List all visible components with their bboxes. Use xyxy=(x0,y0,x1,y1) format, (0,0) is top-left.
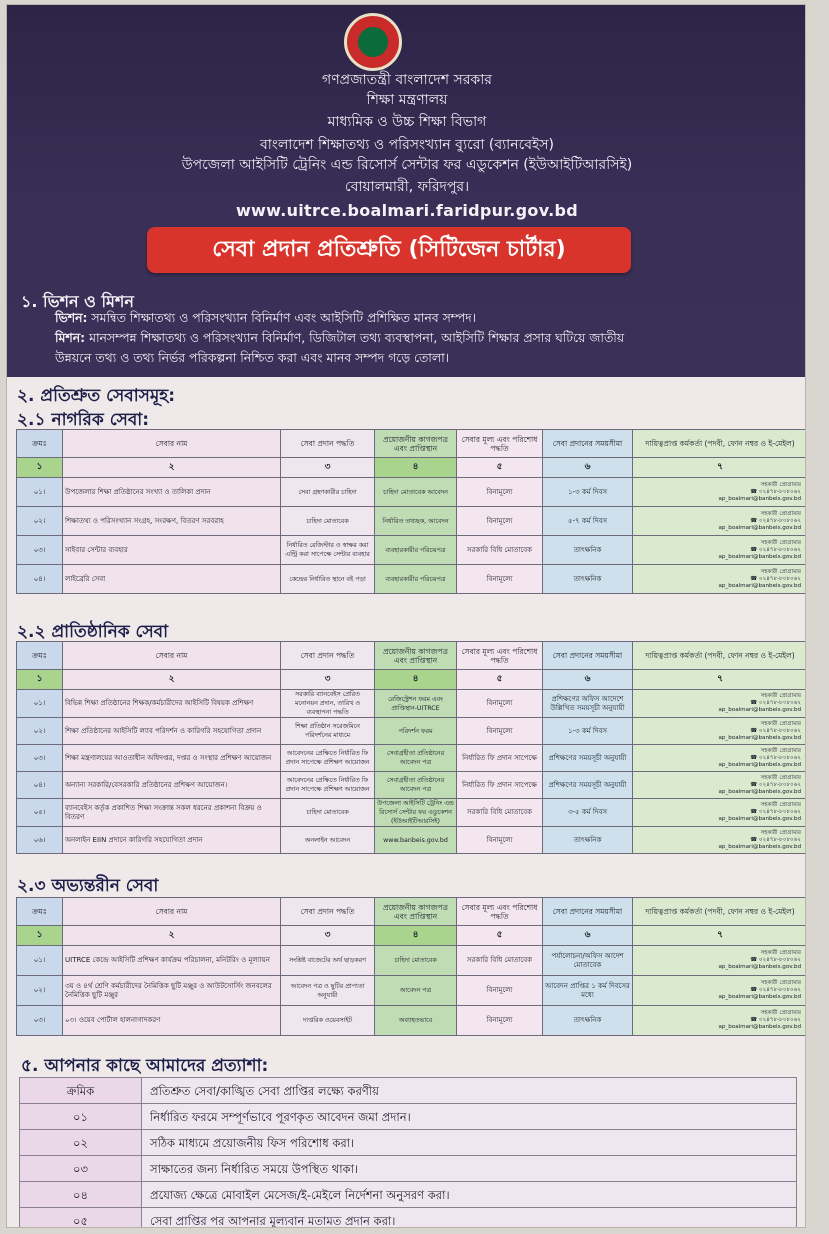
table-header xyxy=(17,898,807,926)
table-row xyxy=(17,536,807,565)
cell-time: প্রশিক্ষণের অফিস আদেশে উল্লিখিত সময়সূচী অনুযায়ী xyxy=(543,690,633,718)
cell-method: সরকারি ব্যানবেইস প্রেরিত মনোনয়ন প্রদান, তারিখ ও ব্যবস্থাপনা পদ্ধতি xyxy=(281,690,375,718)
cell-time: পর্যালোচনা/অফিস আদেশ মোতাবেক xyxy=(543,946,633,976)
index-cell: ১ xyxy=(17,926,63,946)
index-cell: ৭ xyxy=(633,458,807,478)
cell-method: সেবা গ্রহণকারীর চাহিদা xyxy=(281,478,375,507)
cell-fee: নির্ধারিত ফি প্রদান সাপেক্ষে xyxy=(457,745,543,772)
expectation-num: ০২ xyxy=(20,1130,142,1156)
cell-fee: বিনামূল্যে xyxy=(457,565,543,594)
column-header-name: সেবার নাম xyxy=(63,642,281,670)
table-row xyxy=(17,718,807,745)
index-cell: ৩ xyxy=(281,670,375,690)
index-cell: ৬ xyxy=(543,926,633,946)
officer-email[interactable]: ap_boalmari@banbeis.gov.bd xyxy=(718,734,801,741)
expectation-row xyxy=(20,1182,797,1208)
cell-num: ০৩। xyxy=(17,536,63,565)
header-row xyxy=(17,642,807,670)
services-title: ২. প্রতিশ্রুত সেবাসমূহ: xyxy=(17,386,176,406)
expectation-num: ০১ xyxy=(20,1104,142,1130)
header-row xyxy=(17,430,807,458)
officer-phone: ☎ ০২৪৭৮-৮০৮০৬২ xyxy=(750,488,801,495)
column-header-fee: সেবার মূল্য এবং পরিশোধ পদ্ধতি xyxy=(457,642,543,670)
cell-fee: বিনামূল্যে xyxy=(457,718,543,745)
cell-fee: সরকারি বিধি মোতাবেক xyxy=(457,946,543,976)
officer-title: সহকারী প্রোগ্রামার xyxy=(760,510,801,517)
index-cell: ২ xyxy=(63,926,281,946)
cell-name: ৩য় ও ৪র্থ শ্রেণি কর্মচারীদের নৈমিত্তিক ছুটি মঞ্জুর ও আউটসোর্সিং জনবলের নৈমিত্তিক ছুটি মঞ্জুর xyxy=(63,976,281,1006)
cell-name: সাইবার সেন্টার ব্যবহার xyxy=(63,536,281,565)
column-header-name: সেবার নাম xyxy=(63,898,281,926)
index-cell: ৪ xyxy=(375,458,457,478)
cell-num: ০৩। xyxy=(17,745,63,772)
column-header-resp: দায়িত্বপ্রাপ্ত কর্মকর্তা (পদবী, ফোন নম্বর ও ই-মেইল) xyxy=(633,642,807,670)
vision-text: সমন্বিত শিক্ষাতথ্য ও পরিসংখ্যান বিনির্মাণ এবং আইসিটি প্রশিক্ষিত মানব সম্পদ। xyxy=(91,310,477,325)
cell-docs: রেজিস্ট্রেশন ফরম এবং প্রাপ্তিস্থান-UITRCE xyxy=(375,690,457,718)
column-header-fee: সেবার মূল্য এবং পরিশোধ পদ্ধতি xyxy=(457,430,543,458)
index-cell: ৭ xyxy=(633,670,807,690)
officer-title: সহকারী প্রোগ্রামার xyxy=(760,747,801,754)
cell-method: শিক্ষা প্রতিষ্ঠান সরেজমিনে পরিদর্শনের মাধ্যমে xyxy=(281,718,375,745)
cell-docs: অব্যাহতভাবে xyxy=(375,1006,457,1036)
cell-fee: সরকারি বিধি মোতাবেক xyxy=(457,536,543,565)
citizen-charter-banner: সেবা প্রদান প্রতিশ্রুতি (সিটিজেন চার্টার) xyxy=(147,227,631,273)
cell-name: অন্যান্য সরকারি/বেসরকারি প্রতিষ্ঠানের প্রশিক্ষণ আয়োজন। xyxy=(63,772,281,799)
cell-name: শিক্ষা প্রতিষ্ঠানের আইসিটি ল্যাব পরিদর্শন ও কারিগরি সহযোগিতা প্রদান xyxy=(63,718,281,745)
cell-method: আবেদন পত্র ও ছুটির প্রাপ্যতা অনুযায়ী xyxy=(281,976,375,1006)
cell-time: তাৎক্ষনিক xyxy=(543,565,633,594)
vision-line xyxy=(55,309,795,326)
cell-method: চাহিদা মোতাবেক xyxy=(281,799,375,827)
cell-time: ১-৩ কর্ম দিবস xyxy=(543,718,633,745)
officer-email[interactable]: ap_boalmari@banbeis.gov.bd xyxy=(718,553,801,560)
institutional-services-table xyxy=(16,641,806,854)
vision-label: ভিশন: xyxy=(55,310,88,325)
mission-label: মিশন: xyxy=(55,330,86,345)
cell-docs: চাহিদা মোতাবেক আবেদন xyxy=(375,478,457,507)
column-header-docs: প্রয়োজনীয় কাগজপত্র এবং প্রাপ্তিস্থান xyxy=(375,642,457,670)
officer-phone: ☎ ০২৪৭৮-৮০৮০৬২ xyxy=(750,754,801,761)
institutional-services-title: ২.২ প্রাতিষ্ঠানিক সেবা xyxy=(17,622,169,642)
index-cell: ৪ xyxy=(375,670,457,690)
header-line-bureau: বাংলাদেশ শিক্ষাতথ্য ও পরিসংখ্যান ব্যুরো (ব্যানবেইস) xyxy=(259,137,555,153)
expectation-text: নির্ধারিত ফরমে সম্পূর্ণভাবে পূরণকৃত আবেদন জমা প্রদান। xyxy=(142,1104,797,1130)
expectation-text: প্রযোজ্য ক্ষেত্রে মোবাইল মেসেজ/ই-মেইলে নির্দেশনা অনুসরণ করা। xyxy=(142,1182,797,1208)
column-header-time: সেবা প্রদানের সময়সীমা xyxy=(543,430,633,458)
column-header-method: সেবা প্রদান পদ্ধতি xyxy=(281,430,375,458)
officer-phone: ☎ ০২৪৭৮-৮০৮০৬২ xyxy=(750,700,801,706)
responsible-officer-cell xyxy=(633,946,807,976)
officer-phone: ☎ ০২৪৭৮-৮০৮০৬২ xyxy=(750,957,801,963)
expectations-header-row xyxy=(20,1078,797,1104)
cell-time: তাৎক্ষনিক xyxy=(543,1006,633,1036)
header-line-ministry: শিক্ষা মন্ত্রণালয় xyxy=(366,92,448,108)
officer-email[interactable]: ap_boalmari@banbeis.gov.bd xyxy=(718,1024,801,1030)
expectation-text: সাক্ষাতের জন্য নির্ধারিত সময়ে উপস্থিত থাকা। xyxy=(142,1156,797,1182)
table-row xyxy=(17,827,807,854)
header-line-location: বোয়ালমারী, ফরিদপুর। xyxy=(344,179,470,195)
column-header-name: সেবার নাম xyxy=(63,430,281,458)
expectation-row xyxy=(20,1208,797,1229)
officer-email[interactable]: ap_boalmari@banbeis.gov.bd xyxy=(718,788,801,795)
cell-fee: বিনামূল্যে xyxy=(457,478,543,507)
column-header-time: সেবা প্রদানের সময়সীমা xyxy=(543,642,633,670)
index-cell: ৭ xyxy=(633,926,807,946)
cell-name: অনলাইন EIIN প্রদানে কারিগরি সহযোগিতা প্রদান xyxy=(63,827,281,854)
cell-method: আবেদনের প্রেক্ষিতে নির্ধারিত ফি প্রদান সাপেক্ষে প্রশিক্ষণ আয়োজন xyxy=(281,772,375,799)
cell-time: তাৎক্ষনিক xyxy=(543,827,633,854)
cell-docs: নির্ধারিত তথ্যছক, আবেদন xyxy=(375,507,457,536)
responsible-officer-cell xyxy=(633,718,807,745)
cell-time: প্রশিক্ষণের সময়সূচী অনুযায়ী xyxy=(543,772,633,799)
officer-phone: ☎ ০২৪৭৮-৮০৮০৬২ xyxy=(750,836,801,843)
index-cell: ৬ xyxy=(543,670,633,690)
responsible-officer-cell xyxy=(633,536,807,565)
expectations-title: ৫. আপনার কাছে আমাদের প্রত্যাশা: xyxy=(21,1056,269,1076)
officer-phone: ☎ ০২৪৭৮-৮০৮০৬২ xyxy=(750,809,801,815)
expectation-row xyxy=(20,1156,797,1182)
officer-title: সহকারী প্রোগ্রামার xyxy=(760,802,801,808)
cell-num: ০৪। xyxy=(17,772,63,799)
officer-phone: ☎ ০২৪৭৮-৮০৮০৬২ xyxy=(750,1017,801,1023)
vision-mission-title: ১. ভিশন ও মিশন xyxy=(21,292,134,311)
cell-docs: সেবাগ্রহীতা প্রতিষ্ঠানের আবেদন পত্র xyxy=(375,745,457,772)
index-cell: ৫ xyxy=(457,458,543,478)
table-row xyxy=(17,799,807,827)
cell-docs: ব্যবহারকারীর পরিচয়পত্র xyxy=(375,565,457,594)
table-row xyxy=(17,976,807,1006)
officer-title: সহকারী প্রোগ্রামার xyxy=(760,774,801,781)
header-row xyxy=(17,898,807,926)
column-header-method: সেবা প্রদান পদ্ধতি xyxy=(281,898,375,926)
index-cell: ৫ xyxy=(457,926,543,946)
cell-num: ০২। xyxy=(17,718,63,745)
index-cell: ৫ xyxy=(457,670,543,690)
cell-num: ০৩। xyxy=(17,1006,63,1036)
officer-phone: ☎ ০২৪৭৮-৮০৮০৬২ xyxy=(750,987,801,993)
responsible-officer-cell xyxy=(633,690,807,718)
column-header-resp: দায়িত্বপ্রাপ্ত কর্মকর্তা (পদবী, ফোন নম্বর ও ই-মেইল) xyxy=(633,430,807,458)
cell-method: দাপ্তরিক ওয়েবসাইট xyxy=(281,1006,375,1036)
government-seal-icon xyxy=(344,13,402,71)
table-row xyxy=(17,745,807,772)
column-header-method: সেবা প্রদান পদ্ধতি xyxy=(281,642,375,670)
cell-docs: পরিদর্শন ফরম xyxy=(375,718,457,745)
cell-fee: বিনামূল্যে xyxy=(457,690,543,718)
officer-phone: ☎ ০২৪৭৮-৮০৮০৬২ xyxy=(750,575,801,582)
expectation-num: ০৪ xyxy=(20,1182,142,1208)
officer-phone: ☎ ০২৪৭৮-৮০৮০৬২ xyxy=(750,781,801,788)
expectation-row xyxy=(20,1130,797,1156)
cell-method: সংশ্লিষ্ট বাজেটের অর্থ ছাড়করণ xyxy=(281,946,375,976)
cell-name: বিভিন্ন শিক্ষা প্রতিষ্ঠানের শিক্ষক/কর্মচারীদের আইসিটি বিষয়ক প্রশিক্ষণ xyxy=(63,690,281,718)
officer-title: সহকারী প্রোগ্রামার xyxy=(760,829,801,836)
index-cell: ৬ xyxy=(543,458,633,478)
responsible-officer-cell xyxy=(633,1006,807,1036)
cell-num: ০১। xyxy=(17,946,63,976)
cell-fee: বিনামূল্যে xyxy=(457,976,543,1006)
responsible-officer-cell xyxy=(633,478,807,507)
mission-text-2: উন্নয়নে তথ্য ও তথ্য নির্ভর পরিকল্পনা নিশ্চিত করা এবং মানব সম্পদ গড়ে তোলা। xyxy=(55,350,450,365)
table-row xyxy=(17,772,807,799)
column-header-num: ক্রমঃ xyxy=(17,898,63,926)
cell-method: চাহিদা মোতাবেক xyxy=(281,507,375,536)
cell-docs: ব্যবহারকারীর পরিচয়পত্র xyxy=(375,536,457,565)
internal-services-title: ২.৩ অভ্যন্তরীন সেবা xyxy=(17,876,159,896)
cell-num: ০২। xyxy=(17,976,63,1006)
mission-text-1: মানসম্পন্ন শিক্ষাতথ্য ও পরিসংখ্যান বিনির্মাণ, ডিজিটাল তথ্য ব্যবস্থাপনা, আইসিটি শিক্ষার প্রসার ঘটিয়ে জাতীয় xyxy=(89,330,625,345)
cell-method: কেন্দ্রের নির্ধারিত স্থানে বই পড়া xyxy=(281,565,375,594)
header-line-division: মাধ্যমিক ও উচ্চ শিক্ষা বিভাগ xyxy=(327,114,487,130)
cell-time: ৩-৫ কর্ম দিবস xyxy=(543,799,633,827)
cell-num: ০৬। xyxy=(17,827,63,854)
cell-fee: নির্ধারিত ফি প্রদান সাপেক্ষে xyxy=(457,772,543,799)
table-body xyxy=(17,926,807,1036)
index-cell: ৩ xyxy=(281,458,375,478)
cell-time: ৫-৭ কর্ম দিবস xyxy=(543,507,633,536)
index-cell: ১ xyxy=(17,458,63,478)
cell-time: আবেদন প্রাপ্তির ১ কর্ম দিবসের মধ্যে xyxy=(543,976,633,1006)
responsible-officer-cell xyxy=(633,507,807,536)
responsible-officer-cell xyxy=(633,976,807,1006)
cell-fee: বিনামূল্যে xyxy=(457,507,543,536)
cell-method: নির্ধারিত রেজিস্টার ও স্বাক্ষর করা এন্ট্রি করা সাপেক্ষে সেন্টার ব্যবহার xyxy=(281,536,375,565)
cell-method: অনলাইন আবেদন xyxy=(281,827,375,854)
column-header-fee: সেবার মূল্য এবং পরিশোধ পদ্ধতি xyxy=(457,898,543,926)
cell-name: ০৩। ওয়েব পোর্টাল হালনাগাদকরণ xyxy=(63,1006,281,1036)
internal-services-table xyxy=(16,897,806,1036)
cell-time: ১-৩ কর্ম দিবস xyxy=(543,478,633,507)
table-row xyxy=(17,946,807,976)
officer-email[interactable]: ap_boalmari@banbeis.gov.bd xyxy=(718,843,801,850)
index-cell: ২ xyxy=(63,458,281,478)
table-header xyxy=(17,642,807,670)
officer-title: সহকারী প্রোগ্রামার xyxy=(760,693,801,699)
index-row xyxy=(17,670,807,690)
expectation-num: ০৫ xyxy=(20,1208,142,1229)
officer-title: সহকারী প্রোগ্রামার xyxy=(760,720,801,727)
cell-name: শিক্ষাতথ্য ও পরিসংখ্যান সংগ্রহ, সংরক্ষণ, বিতরণ সরবরাহ xyxy=(63,507,281,536)
cell-name: UITRCE কেন্দ্রে আইসিটি প্রশিক্ষণ কার্যক্রম পরিচালনা, মনিটরিং ও মূল্যায়ন xyxy=(63,946,281,976)
cell-name: লাইব্রেরি সেবা xyxy=(63,565,281,594)
header-line-centre: উপজেলা আইসিটি ট্রেনিং এন্ড রিসোর্স সেন্টার ফর এডুকেশন (ইউআইটিআরসিই) xyxy=(181,157,633,173)
column-header-resp: দায়িত্বপ্রাপ্ত কর্মকর্তা (পদবী, ফোন নম্বর ও ই-মেইল) xyxy=(633,898,807,926)
expectation-row xyxy=(20,1104,797,1130)
index-cell: ৩ xyxy=(281,926,375,946)
officer-phone: ☎ ০২৪৭৮-৮০৮০৬২ xyxy=(750,546,801,553)
cell-docs: উপজেলা আইসিটি ট্রেনিং এন্ড রিসোর্স সেন্টার ফর এডুকেশন (ইউআইটিআরসিই) xyxy=(375,799,457,827)
responsible-officer-cell xyxy=(633,772,807,799)
index-cell: ১ xyxy=(17,670,63,690)
citizen-services-table xyxy=(16,429,806,594)
cell-num: ০১। xyxy=(17,690,63,718)
cell-name: ব্যানবেইস কর্তৃক প্রকাশিত শিক্ষা সংক্রান্ত সকল ধরনের প্রকাশনা বিক্রয় ও বিতরণ xyxy=(63,799,281,827)
column-header-num: ক্রমঃ xyxy=(17,430,63,458)
table-header xyxy=(17,430,807,458)
cell-fee: সরকারি বিধি মোতাবেক xyxy=(457,799,543,827)
officer-title: সহকারী প্রোগ্রামার xyxy=(760,568,801,575)
officer-email[interactable]: ap_boalmari@banbeis.gov.bd xyxy=(718,761,801,768)
header-panel xyxy=(7,5,806,377)
expectations-table xyxy=(19,1077,797,1228)
officer-title: সহকারী প্রোগ্রামার xyxy=(760,950,801,956)
column-header-num: ক্রমঃ xyxy=(17,642,63,670)
website-url[interactable]: www.uitrce.boalmari.faridpur.gov.bd xyxy=(235,201,579,220)
table-body xyxy=(17,458,807,594)
cell-num: ০৪। xyxy=(17,565,63,594)
officer-email[interactable]: ap_boalmari@banbeis.gov.bd xyxy=(718,582,801,589)
officer-title: সহকারী প্রোগ্রামার xyxy=(760,481,801,488)
expectation-text: সেবা প্রাপ্তির পর আপনার মূল্যবান মতামত প্রদান করা। xyxy=(142,1208,797,1229)
cell-num: ০২। xyxy=(17,507,63,536)
officer-email[interactable]: ap_boalmari@banbeis.gov.bd xyxy=(718,964,801,970)
officer-phone: ☎ ০২৪৭৮-৮০৮০৬২ xyxy=(750,727,801,734)
column-header-docs: প্রয়োজনীয় কাগজপত্র এবং প্রাপ্তিস্থান xyxy=(375,430,457,458)
cell-num: ০৫। xyxy=(17,799,63,827)
index-row xyxy=(17,458,807,478)
officer-phone: ☎ ০২৪৭৮-৮০৮০৬২ xyxy=(750,517,801,524)
citizen-services-title: ২.১ নাগরিক সেবা: xyxy=(17,410,150,430)
expectations-header-text: প্রতিশ্রুত সেবা/কাঙ্খিত সেবা প্রাপ্তির লক্ষ্যে করণীয় xyxy=(142,1078,797,1104)
officer-title: সহকারী প্রোগ্রামার xyxy=(760,1010,801,1016)
index-cell: ২ xyxy=(63,670,281,690)
column-header-time: সেবা প্রদানের সময়সীমা xyxy=(543,898,633,926)
index-row xyxy=(17,926,807,946)
cell-docs: www.banbeis.gov.bd xyxy=(375,827,457,854)
cell-fee: বিনামূল্যে xyxy=(457,827,543,854)
expectation-text: সঠিক মাধ্যমে প্রয়োজনীয় ফিস পরিশোধ করা। xyxy=(142,1130,797,1156)
table-row xyxy=(17,1006,807,1036)
cell-name: উপজেলার শিক্ষা প্রতিষ্ঠানের সংখ্যা ও তালিকা প্রদান xyxy=(63,478,281,507)
table-row xyxy=(17,690,807,718)
cell-num: ০১। xyxy=(17,478,63,507)
officer-title: সহকারী প্রোগ্রামার xyxy=(760,539,801,546)
index-cell: ৪ xyxy=(375,926,457,946)
expectation-num: ০৩ xyxy=(20,1156,142,1182)
cell-method: আবেদনের প্রেক্ষিতে নির্ধারিত ফি প্রদান সাপেক্ষে প্রশিক্ষণ আয়োজন xyxy=(281,745,375,772)
column-header-docs: প্রয়োজনীয় কাগজপত্র এবং প্রাপ্তিস্থান xyxy=(375,898,457,926)
officer-email[interactable]: ap_boalmari@banbeis.gov.bd xyxy=(718,994,801,1000)
table-row xyxy=(17,507,807,536)
responsible-officer-cell xyxy=(633,827,807,854)
officer-email[interactable]: ap_boalmari@banbeis.gov.bd xyxy=(718,816,801,822)
citizen-charter-board xyxy=(6,4,806,1228)
table-body xyxy=(17,670,807,854)
header-line-government: গণপ্রজাতন্ত্রী বাংলাদেশ সরকার xyxy=(322,72,492,88)
cell-docs: আবেদন পত্র xyxy=(375,976,457,1006)
table-row xyxy=(17,565,807,594)
officer-email[interactable]: ap_boalmari@banbeis.gov.bd xyxy=(718,707,801,713)
cell-time: প্রশিক্ষণের সময়সূচী অনুযায়ী xyxy=(543,745,633,772)
officer-email[interactable]: ap_boalmari@banbeis.gov.bd xyxy=(718,495,801,502)
expectations-header-num: ক্রমিক xyxy=(20,1078,142,1104)
cell-docs: সেবাগ্রহীতা প্রতিষ্ঠানের আবেদন পত্র xyxy=(375,772,457,799)
responsible-officer-cell xyxy=(633,745,807,772)
mission-line xyxy=(55,329,795,346)
table-row xyxy=(17,478,807,507)
cell-name: শিক্ষা মন্ত্রণালয়ের আওতাধীন অধিদপ্তর, দপ্তর ও সংস্থার প্রশিক্ষণ আয়োজন xyxy=(63,745,281,772)
cell-time: তাৎক্ষনিক xyxy=(543,536,633,565)
cell-fee: বিনামূল্যে xyxy=(457,1006,543,1036)
responsible-officer-cell xyxy=(633,799,807,827)
officer-email[interactable]: ap_boalmari@banbeis.gov.bd xyxy=(718,524,801,531)
responsible-officer-cell xyxy=(633,565,807,594)
officer-title: সহকারী প্রোগ্রামার xyxy=(760,980,801,986)
cell-docs: চাহিদা মোতাবেক xyxy=(375,946,457,976)
